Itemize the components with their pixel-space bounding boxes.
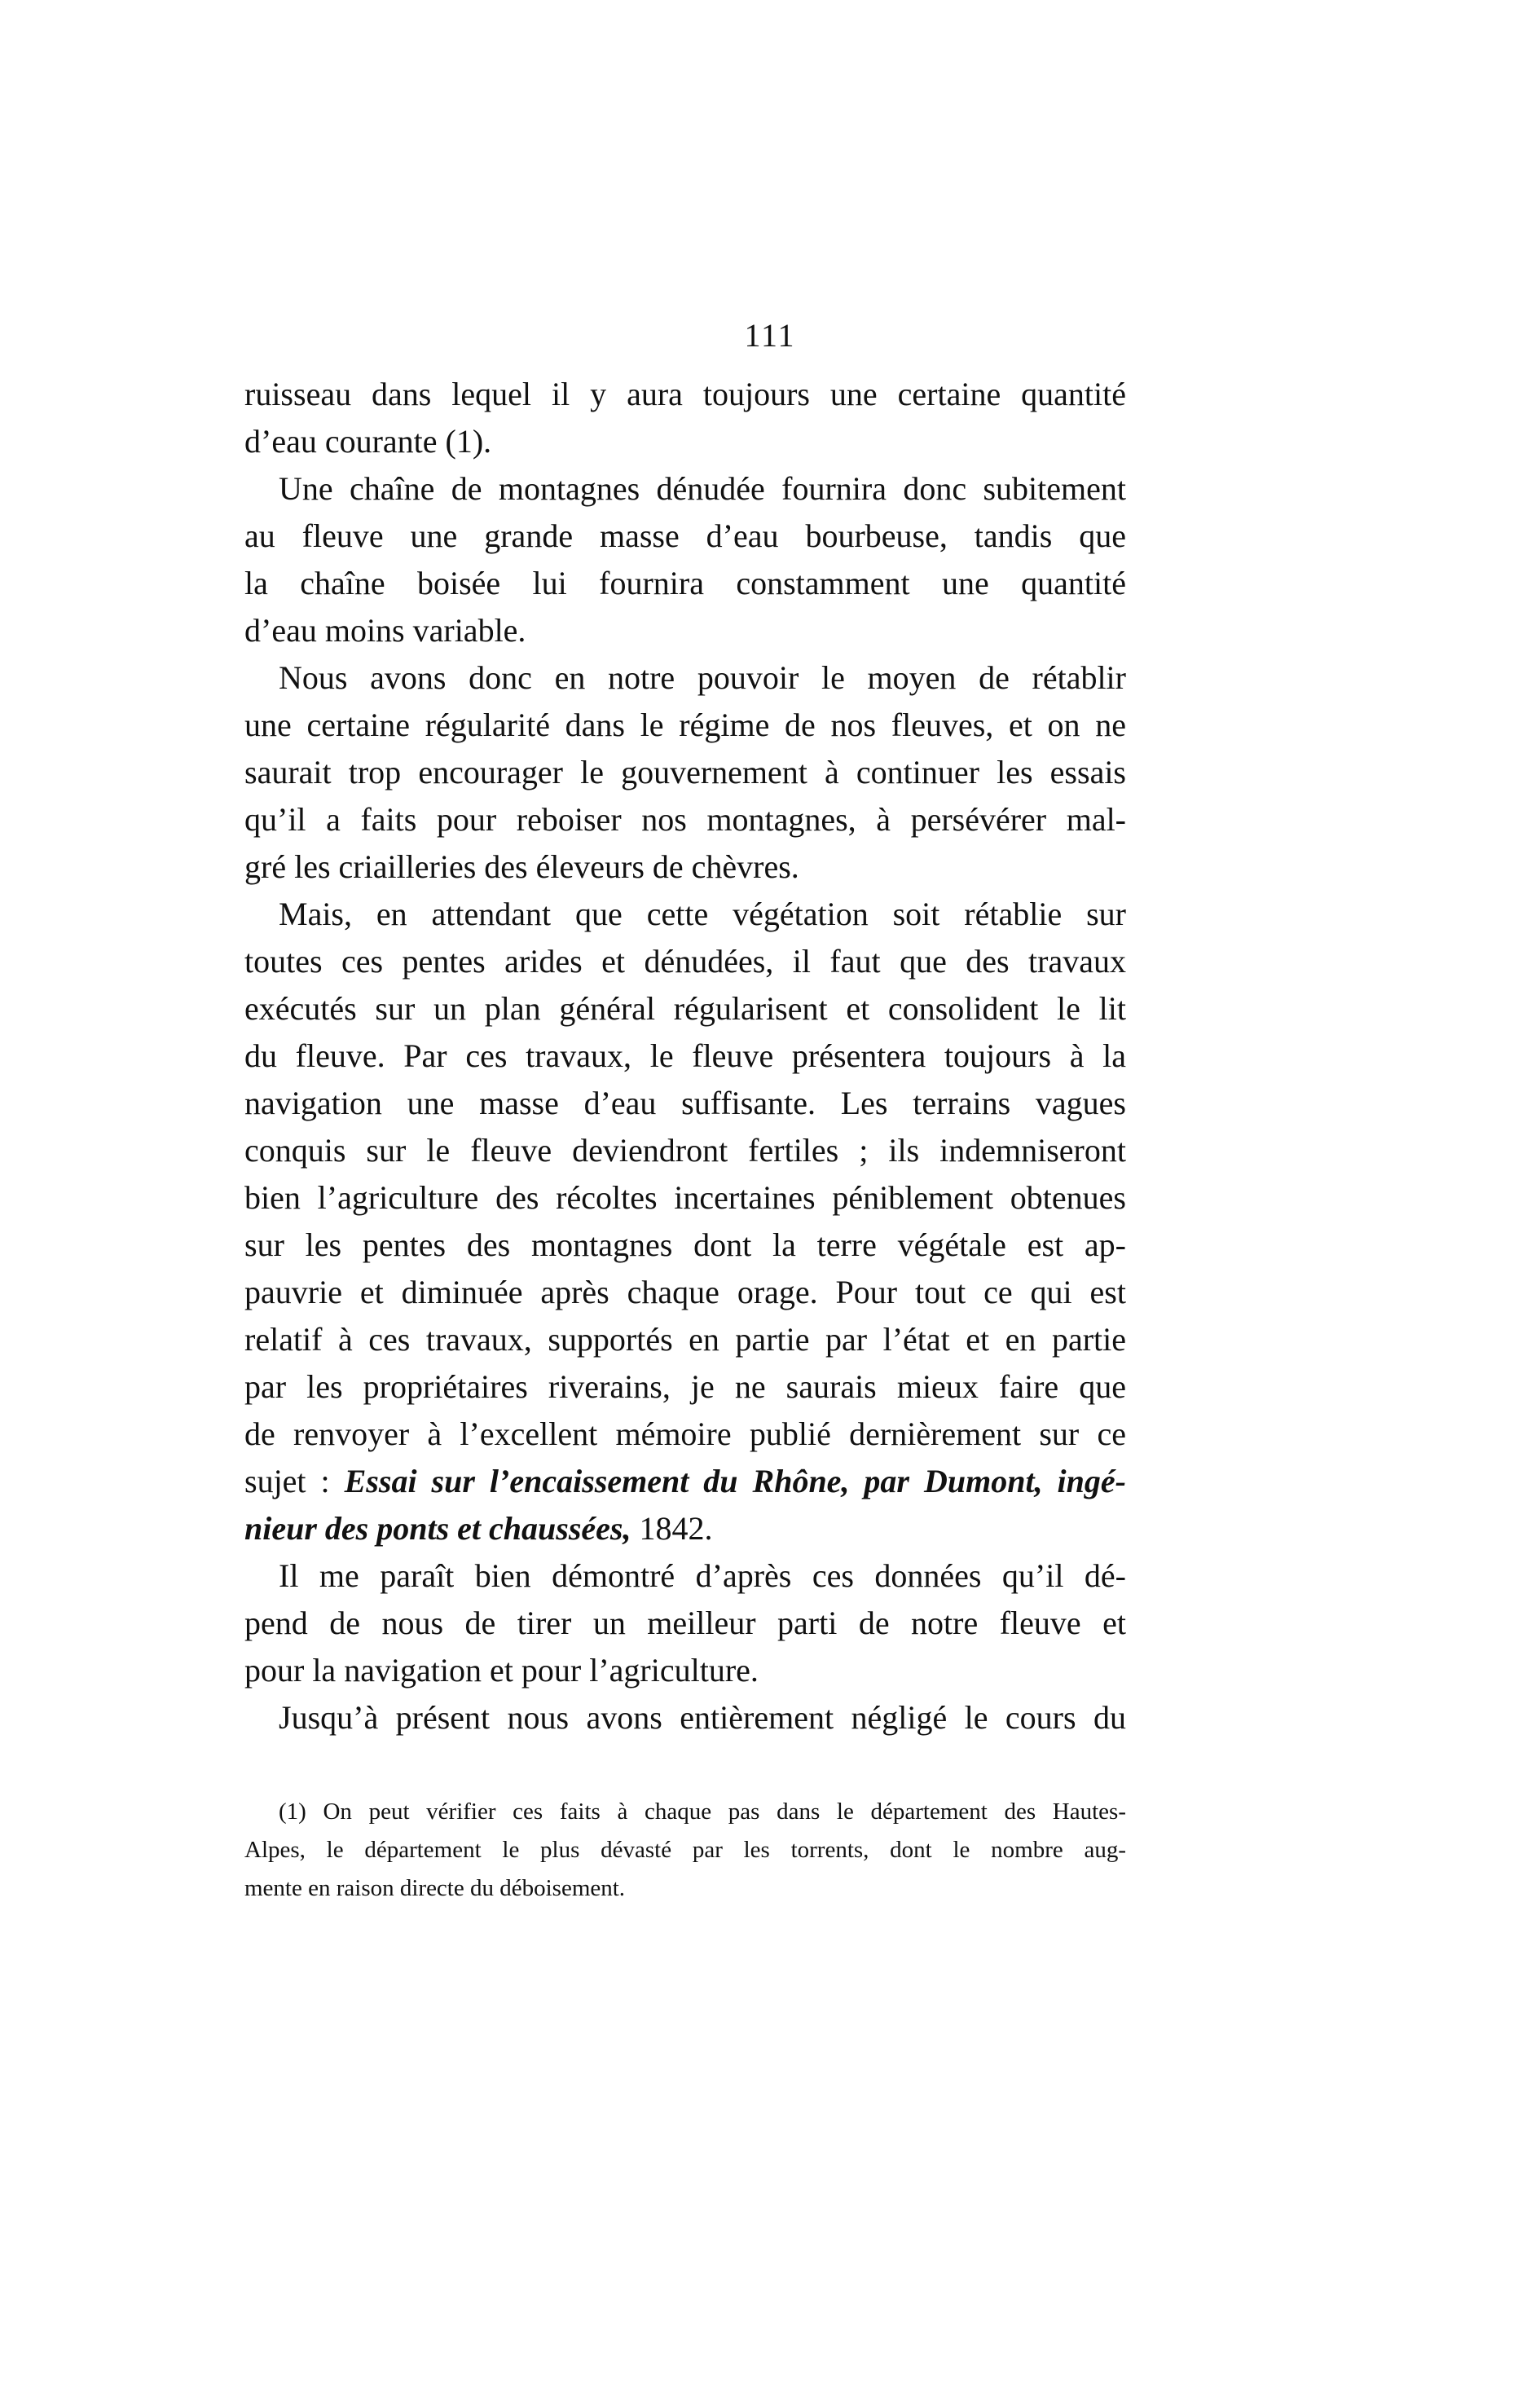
text-line: une certaine régularité dans le régime de nos fleuves, et on ne — [244, 707, 1126, 743]
text-line: du fleuve. Par ces travaux, le fleuve présentera toujours à la — [244, 1037, 1126, 1074]
citation-title-continued: nieur des ponts et chaussées, — [244, 1510, 631, 1547]
citation-year: 1842. — [631, 1510, 713, 1547]
text-line: de renvoyer à l’excellent mémoire publié dernièrement sur ce — [244, 1416, 1126, 1452]
text-line: qu’il a faits pour reboiser nos montagnes, à persévérer mal- — [244, 801, 1126, 838]
text-line: Une chaîne de montagnes dénudée fournira donc subitement — [279, 470, 1126, 507]
text-line: au fleuve une grande masse d’eau bourbeuse, tandis que — [244, 517, 1126, 554]
text-line: d’eau moins variable. — [244, 612, 526, 649]
citation-prefix: sujet : — [244, 1463, 345, 1499]
page-number: 111 — [744, 317, 796, 354]
text-line: Jusqu’à présent nous avons entièrement négligé le cours du — [279, 1699, 1126, 1736]
text-line — [244, 1505, 1126, 1552]
footnote-line: Alpes, le département le plus dévasté par les torrents, dont le nombre aug- — [244, 1837, 1126, 1863]
footnotes — [244, 1793, 1126, 1908]
text-line: la chaîne boisée lui fournira constamment une quantité — [244, 565, 1126, 601]
footnote-line: (1) On peut vérifier ces faits à chaque pas dans le département des Hautes- — [279, 1799, 1126, 1825]
text-line: toutes ces pentes arides et dénudées, il faut que des travaux — [244, 943, 1126, 980]
text-line: sur les pentes des montagnes dont la terre végétale est ap- — [244, 1226, 1126, 1263]
text-line: pour la navigation et pour l’agriculture. — [244, 1652, 759, 1689]
text-line: Il me paraît bien démontré d’après ces données qu’il dé- — [279, 1557, 1126, 1594]
text-line: Nous avons donc en notre pouvoir le moyen de rétablir — [279, 659, 1126, 696]
text-line: bien l’agriculture des récoltes incertaines péniblement obtenues — [244, 1179, 1126, 1216]
text-line: relatif à ces travaux, supportés en partie par l’état et en partie — [244, 1321, 1126, 1358]
citation-title: Essai sur l’encaissement du Rhône, par Dumont, ingé- — [344, 1463, 1126, 1499]
text-line: Mais, en attendant que cette végétation soit rétablie sur — [279, 896, 1126, 932]
text-line — [244, 1458, 1126, 1505]
text-line: d’eau courante (1). — [244, 423, 492, 460]
body-text — [244, 371, 1126, 1741]
text-line: exécutés sur un plan général régularisent et consolident le lit — [244, 990, 1126, 1027]
text-line: gré les criailleries des éleveurs de chèvres. — [244, 848, 799, 885]
text-line: pauvrie et diminuée après chaque orage. Pour tout ce qui est — [244, 1274, 1126, 1310]
text-line: navigation une masse d’eau suffisante. Les terrains vagues — [244, 1085, 1126, 1121]
text-line: saurait trop encourager le gouvernement à continuer les essais — [244, 754, 1126, 790]
footnote-line: mente en raison directe du déboisement. — [244, 1875, 626, 1901]
text-line: par les propriétaires riverains, je ne saurais mieux faire que — [244, 1368, 1126, 1405]
text-line: conquis sur le fleuve deviendront fertiles ; ils indemniseront — [244, 1132, 1126, 1169]
text-line: ruisseau dans lequel il y aura toujours une certaine quantité — [244, 376, 1126, 412]
text-line: pend de nous de tirer un meilleur parti de notre fleuve et — [244, 1605, 1126, 1641]
